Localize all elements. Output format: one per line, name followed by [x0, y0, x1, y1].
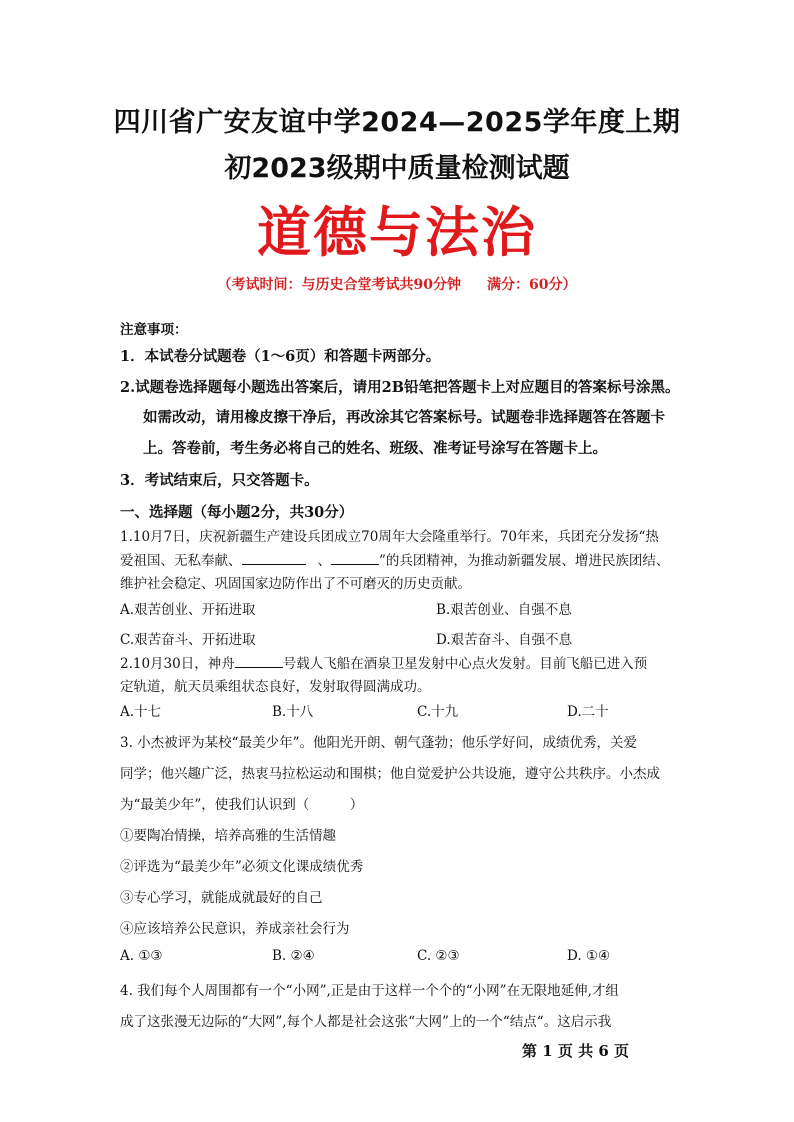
- q1-option-b: B.艰苦创业、自强不息: [436, 602, 572, 618]
- q1-blank-1: [242, 552, 306, 565]
- q2-line1: [120, 652, 647, 672]
- q3-option-d: D. ①④: [567, 948, 611, 964]
- note-item-2-line3: 上。答卷前，考生务必将自己的姓名、班级、准考证号涂写在答题卡上。: [143, 440, 607, 457]
- q3-line2: 同学；他兴趣广泛，热衷马拉松运动和围棋；他自觉爱护公共设施，遵守公共秩序。小杰成: [120, 766, 660, 782]
- q1-line1: 1.10月7日，庆祝新疆生产建设兵团成立70周年大会隆重举行。70年来，兵团充分发扬“热: [120, 529, 659, 545]
- q2-line1-a: 2.10月30日，神舟: [120, 656, 235, 672]
- q2-option-d: D.二十: [567, 704, 609, 720]
- q1-option-d: D.艰苦奋斗、自强不息: [436, 632, 573, 648]
- exam-time: （考试时间：与历史合堂考试共90分钟: [217, 277, 461, 293]
- page-number: 第 1 页 共 6 页: [522, 1042, 629, 1060]
- q2-option-a: A.十七: [120, 704, 162, 720]
- exam-title-line2: 初2023级期中质量检测试题: [224, 153, 570, 184]
- q3-option-c: C. ②③: [417, 948, 460, 964]
- exam-title-line1: 四川省广安友谊中学2024—2025学年度上期: [113, 107, 681, 138]
- q4-line1: 4. 我们每个人周围都有一个“小网”,正是由于这样一个个的“小网”在无限地延伸,才组: [120, 983, 619, 999]
- q2-line2: 定轨道，航天员乘组状态良好，发射取得圆满成功。: [120, 679, 431, 695]
- q3-item-3: ③专心学习，就能成就最好的自己: [120, 890, 323, 906]
- q3-item-4: ④应该培养公民意识，养成亲社会行为: [120, 921, 350, 937]
- q3-item-2: ②评选为“最美少年”必须文化课成绩优秀: [120, 859, 364, 875]
- q2-blank: [235, 655, 283, 668]
- q1-option-c: C.艰苦奋斗、开拓进取: [120, 632, 256, 648]
- q4-line2: 成了这张漫无边际的“大网”,每个人都是社会这张“大网”上的一个“结点“。这启示我: [120, 1014, 612, 1030]
- full-score: 满分：60分）: [487, 277, 577, 293]
- q1-line2-c: ”的兵团精神，为推动新疆发展、增进民族团结、: [379, 553, 670, 569]
- q3-option-a: A. ①③: [120, 948, 163, 964]
- q3-line3: 为“最美少年”，使我们认识到（ ）: [120, 797, 364, 813]
- note-item-2-line2: 如需改动，请用橡皮擦干净后，再改涂其它答案标号。试题卷非选择题答在答题卡: [143, 409, 665, 426]
- q3-item-1: ①要陶冶情操，培养高雅的生活情趣: [120, 828, 336, 844]
- q1-line2-a: 爱祖国、无私奉献、: [120, 553, 242, 569]
- q1-option-a: A.艰苦创业、开拓进取: [120, 602, 256, 618]
- subject-title: 道德与法治: [257, 201, 537, 264]
- q2-option-c: C.十九: [417, 704, 459, 720]
- q3-option-b: B. ②④: [272, 948, 315, 964]
- notes-heading: 注意事项：: [120, 322, 188, 338]
- note-item-1: 1．本试卷分试题卷（1～6页）和答题卡两部分。: [120, 348, 441, 365]
- q2-line1-b: 号载人飞船在酒泉卫星发射中心点火发射。目前飞船已进入预: [282, 656, 648, 672]
- section-heading: 一、选择题（每小题2分，共30分）: [120, 504, 354, 521]
- q1-line2-b: 、: [317, 553, 331, 569]
- q1-blank-2: [331, 552, 379, 565]
- exam-info: [0, 274, 794, 294]
- q1-line2: [120, 549, 669, 569]
- q1-line3: 维护社会稳定、巩固国家边防作出了不可磨灭的历史贡献。: [120, 576, 471, 592]
- note-item-2-line1: 2.试题卷选择题每小题选出答案后，请用2B铅笔把答题卡上对应题目的答案标号涂黑。: [120, 379, 680, 396]
- q3-line1: 3. 小杰被评为某校“最美少年”。他阳光开朗、朝气蓬勃；他乐学好问，成绩优秀，关爱: [120, 735, 637, 751]
- q2-option-b: B.十八: [272, 704, 314, 720]
- note-item-3: 3．考试结束后，只交答题卡。: [120, 472, 319, 489]
